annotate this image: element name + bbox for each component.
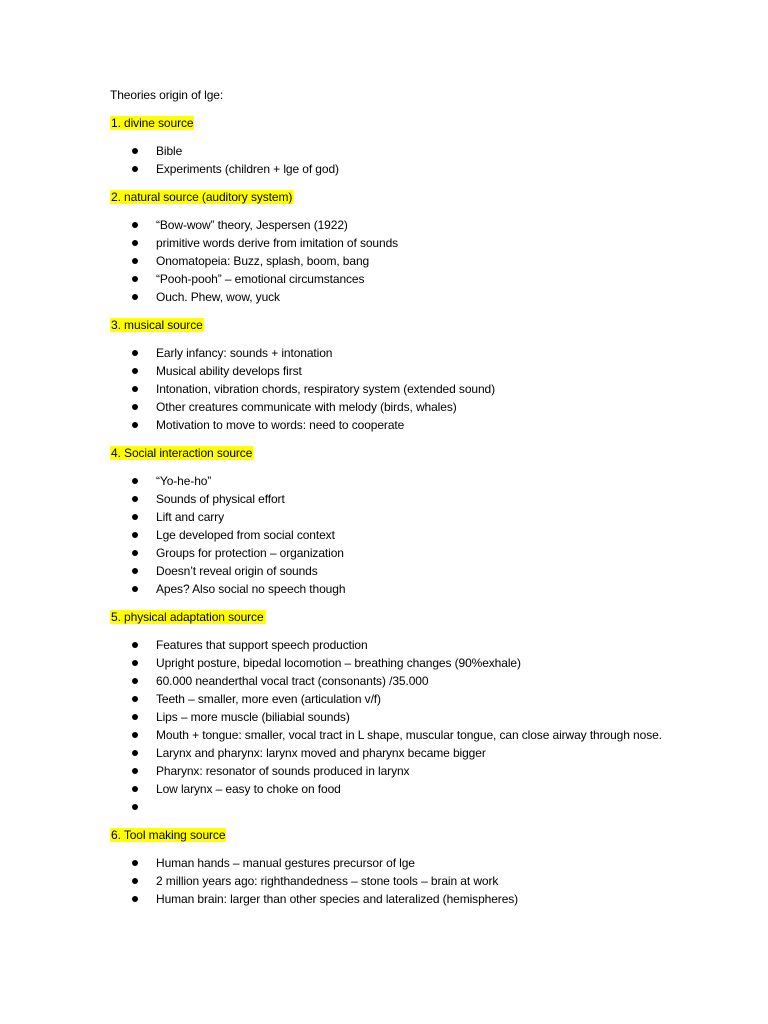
bullet-item-text: “Bow-wow” theory, Jespersen (1922)	[156, 218, 348, 232]
bullet-dot-icon	[132, 550, 138, 556]
bullet-item	[110, 380, 670, 398]
bullet-dot-icon	[132, 240, 138, 246]
bullet-dot-icon	[132, 222, 138, 228]
bullet-dot-icon	[132, 276, 138, 282]
bullet-item-text: Upright posture, bipedal locomotion – breathing changes (90%exhale)	[156, 656, 521, 670]
bullet-list	[110, 636, 670, 816]
bullet-dot-icon	[132, 258, 138, 264]
bullet-dot-icon	[132, 148, 138, 154]
bullet-dot-icon	[132, 678, 138, 684]
bullet-dot-icon	[132, 478, 138, 484]
bullet-dot-icon	[132, 732, 138, 738]
bullet-dot-icon	[132, 714, 138, 720]
bullet-item	[110, 872, 670, 890]
bullet-item	[110, 672, 670, 690]
highlighted-heading-text: 6. Tool making source	[111, 828, 226, 842]
bullet-item-text: Lift and carry	[156, 510, 224, 524]
bullet-item	[110, 508, 670, 526]
bullet-item-text: Features that support speech production	[156, 638, 368, 652]
section-heading	[110, 114, 670, 132]
bullet-item-text: Onomatopeia: Buzz, splash, boom, bang	[156, 254, 370, 268]
bullet-item-text: Apes? Also social no speech though	[156, 582, 346, 596]
bullet-item-text: Intonation, vibration chords, respiratory system (extended sound)	[156, 382, 496, 396]
bullet-item-text: Lge developed from social context	[156, 528, 335, 542]
bullet-item	[110, 526, 670, 544]
bullet-item	[110, 726, 670, 744]
section-heading	[110, 188, 670, 206]
bullet-dot-icon	[132, 878, 138, 884]
highlighted-heading-text: 1. divine source	[111, 116, 194, 130]
bullet-item	[110, 744, 670, 762]
highlighted-heading-text: 5. physical adaptation source	[111, 610, 264, 624]
bullet-list	[110, 216, 670, 306]
section-4	[110, 444, 670, 598]
bullet-item-text: Experiments (children + lge of god)	[156, 162, 339, 176]
bullet-item-text: primitive words derive from imitation of sounds	[156, 236, 399, 250]
bullet-item	[110, 398, 670, 416]
bullet-item	[110, 288, 670, 306]
bullet-item-text: Lips – more muscle (biliabial sounds)	[156, 710, 350, 724]
bullet-item	[110, 490, 670, 508]
bullet-item	[110, 160, 670, 178]
bullet-dot-icon	[132, 422, 138, 428]
bullet-item	[110, 780, 670, 798]
section-heading	[110, 316, 670, 334]
bullet-dot-icon	[132, 804, 138, 810]
bullet-item-text: Sounds of physical effort	[156, 492, 285, 506]
bullet-item	[110, 142, 670, 160]
bullet-item-text: Mouth + tongue: smaller, vocal tract in L shape, muscular tongue, can close airway through nose.	[156, 728, 662, 742]
bullet-dot-icon	[132, 660, 138, 666]
bullet-item-text: Low larynx – easy to choke on food	[156, 782, 341, 796]
bullet-item-text: “Pooh-pooh” – emotional circumstances	[156, 272, 365, 286]
bullet-item	[110, 636, 670, 654]
bullet-dot-icon	[132, 768, 138, 774]
section-2	[110, 188, 670, 306]
bullet-item	[110, 890, 670, 908]
bullet-item	[110, 690, 670, 708]
bullet-item	[110, 798, 670, 816]
bullet-item-text: Musical ability develops first	[156, 364, 302, 378]
bullet-item-text: Human brain: larger than other species and lateralized (hemispheres)	[156, 892, 519, 906]
bullet-item	[110, 344, 670, 362]
bullet-dot-icon	[132, 404, 138, 410]
bullet-dot-icon	[132, 642, 138, 648]
bullet-dot-icon	[132, 350, 138, 356]
bullet-item-text: Bible	[156, 144, 183, 158]
bullet-list	[110, 472, 670, 598]
bullet-item-text: Pharynx: resonator of sounds produced in larynx	[156, 764, 410, 778]
bullet-dot-icon	[132, 750, 138, 756]
bullet-item	[110, 762, 670, 780]
bullet-item	[110, 216, 670, 234]
bullet-item	[110, 562, 670, 580]
bullet-list	[110, 142, 670, 178]
section-3	[110, 316, 670, 434]
section-heading	[110, 444, 670, 462]
bullet-dot-icon	[132, 532, 138, 538]
bullet-item	[110, 654, 670, 672]
highlighted-heading-text: 3. musical source	[111, 318, 203, 332]
bullet-dot-icon	[132, 896, 138, 902]
section-heading	[110, 608, 670, 626]
bullet-item	[110, 270, 670, 288]
bullet-item-text: 60.000 neanderthal vocal tract (consonants) /35.000	[156, 674, 429, 688]
bullet-item	[110, 580, 670, 598]
bullet-item-text: “Yo-he-ho”	[156, 474, 212, 488]
highlighted-heading-text: 2. natural source (auditory system)	[111, 190, 293, 204]
bullet-item-text: Motivation to move to words: need to cooperate	[156, 418, 405, 432]
bullet-item	[110, 362, 670, 380]
bullet-dot-icon	[132, 166, 138, 172]
bullet-item	[110, 234, 670, 252]
bullet-dot-icon	[132, 386, 138, 392]
section-6	[110, 826, 670, 908]
bullet-item	[110, 252, 670, 270]
bullet-list	[110, 344, 670, 434]
highlighted-heading-text: 4. Social interaction source	[111, 446, 253, 460]
bullet-item	[110, 416, 670, 434]
document-page	[110, 86, 670, 918]
bullet-dot-icon	[132, 786, 138, 792]
bullet-dot-icon	[132, 294, 138, 300]
bullet-item	[110, 472, 670, 490]
bullet-dot-icon	[132, 860, 138, 866]
bullet-item-text: Ouch. Phew, wow, yuck	[156, 290, 280, 304]
document-title: Theories origin of lge:	[110, 88, 224, 102]
bullet-item	[110, 854, 670, 872]
bullet-item-text: Doesn’t reveal origin of sounds	[156, 564, 318, 578]
bullet-item-text: Early infancy: sounds + intonation	[156, 346, 333, 360]
bullet-list	[110, 854, 670, 908]
bullet-dot-icon	[132, 496, 138, 502]
bullet-dot-icon	[132, 696, 138, 702]
bullet-dot-icon	[132, 368, 138, 374]
bullet-item-text: Teeth – smaller, more even (articulation v/f)	[156, 692, 381, 706]
section-heading	[110, 826, 670, 844]
section-5	[110, 608, 670, 816]
bullet-item	[110, 708, 670, 726]
bullet-dot-icon	[132, 514, 138, 520]
bullet-item-text: Human hands – manual gestures precursor of lge	[156, 856, 415, 870]
section-1	[110, 114, 670, 178]
bullet-dot-icon	[132, 568, 138, 574]
sections-container	[110, 114, 670, 908]
bullet-dot-icon	[132, 586, 138, 592]
bullet-item-text: Groups for protection – organization	[156, 546, 344, 560]
bullet-item-text: Larynx and pharynx: larynx moved and pharynx became bigger	[156, 746, 486, 760]
bullet-item-text: Other creatures communicate with melody (birds, whales)	[156, 400, 457, 414]
bullet-item-text: 2 million years ago: righthandedness – stone tools – brain at work	[156, 874, 499, 888]
bullet-item	[110, 544, 670, 562]
